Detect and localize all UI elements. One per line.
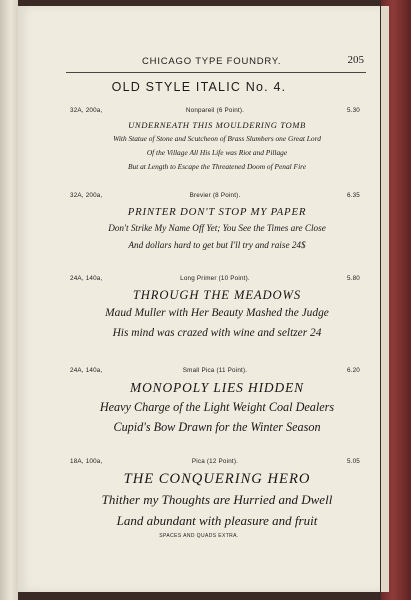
specimen-line: THE CONQUERING HERO <box>123 471 311 487</box>
specimen-size: Pica (12 Point). <box>191 458 239 465</box>
specimen-spec-nonpareil <box>70 107 360 119</box>
specimen-spec-small-pica <box>70 367 360 379</box>
page-stack-edge <box>381 6 389 592</box>
specimen-line: And dollars hard to get but I'll try and raise 24$ <box>128 240 306 250</box>
header-title: CHICAGO TYPE FOUNDRY. <box>142 56 282 67</box>
specimen-price: 6.35 <box>346 192 360 199</box>
specimen-quantity: 32A, 200a, <box>70 107 103 114</box>
specimen-price: 6.20 <box>346 367 360 374</box>
running-header <box>66 54 366 73</box>
specimen-line: THROUGH THE MEADOWS <box>132 288 302 302</box>
book-spine-left <box>0 0 18 600</box>
specimen-line: Cupid's Bow Drawn for the Winter Season <box>113 420 321 434</box>
specimen-size: Brevier (8 Point). <box>189 192 241 199</box>
specimen-line: Of the Village All His Life was Riot and Pillage <box>146 148 288 157</box>
specimen-line: His mind was crazed with wine and seltzer 24 <box>112 327 322 339</box>
specimen-spec-brevier <box>70 192 360 204</box>
specimen-price: 5.80 <box>346 275 360 282</box>
specimen-quantity: 24A, 140a, <box>70 275 103 282</box>
specimen-line: Maud Muller with Her Beauty Mashed the Judge <box>105 307 329 319</box>
specimen-line: With Statue of Stone and Scutcheon of Brass Slumbers one Great Lord <box>113 134 321 143</box>
page-number: 205 <box>347 54 364 66</box>
specimen-quantity: 32A, 200a, <box>70 192 103 199</box>
footer-note: SPACES AND QUADS EXTRA. <box>159 533 239 539</box>
specimen-line: UNDERNEATH THIS MOULDERING TOMB <box>128 120 306 130</box>
specimen-line: MONOPOLY LIES HIDDEN <box>130 380 304 395</box>
specimen-line: Thither my Thoughts are Hurried and Dwell <box>101 492 333 507</box>
specimen-line: Don't Strike My Name Off Yet; You See the Times are Close <box>108 223 326 233</box>
catalog-page <box>18 6 380 592</box>
section-title: OLD STYLE ITALIC No. 4. <box>111 80 287 94</box>
specimen-spec-pica <box>70 458 360 470</box>
specimen-spec-long-primer <box>70 275 360 287</box>
specimen-quantity: 24A, 140a, <box>70 367 103 374</box>
specimen-size: Nonpareil (6 Point). <box>185 107 245 114</box>
specimen-size: Small Pica (11 Point). <box>182 367 248 374</box>
specimen-quantity: 18A, 100a, <box>70 458 103 465</box>
specimen-line: But at Length to Escape the Threatened Doom of Penal Fire <box>127 162 307 171</box>
specimen-price: 5.30 <box>346 107 360 114</box>
specimen-line: Heavy Charge of the Light Weight Coal Dealers <box>99 400 335 414</box>
specimen-line: PRINTER DON'T STOP MY PAPER <box>127 206 307 218</box>
specimen-price: 5.05 <box>346 458 360 465</box>
specimen-line: Land abundant with pleasure and fruit <box>116 513 318 528</box>
specimen-size: Long Primer (10 Point). <box>180 275 250 282</box>
